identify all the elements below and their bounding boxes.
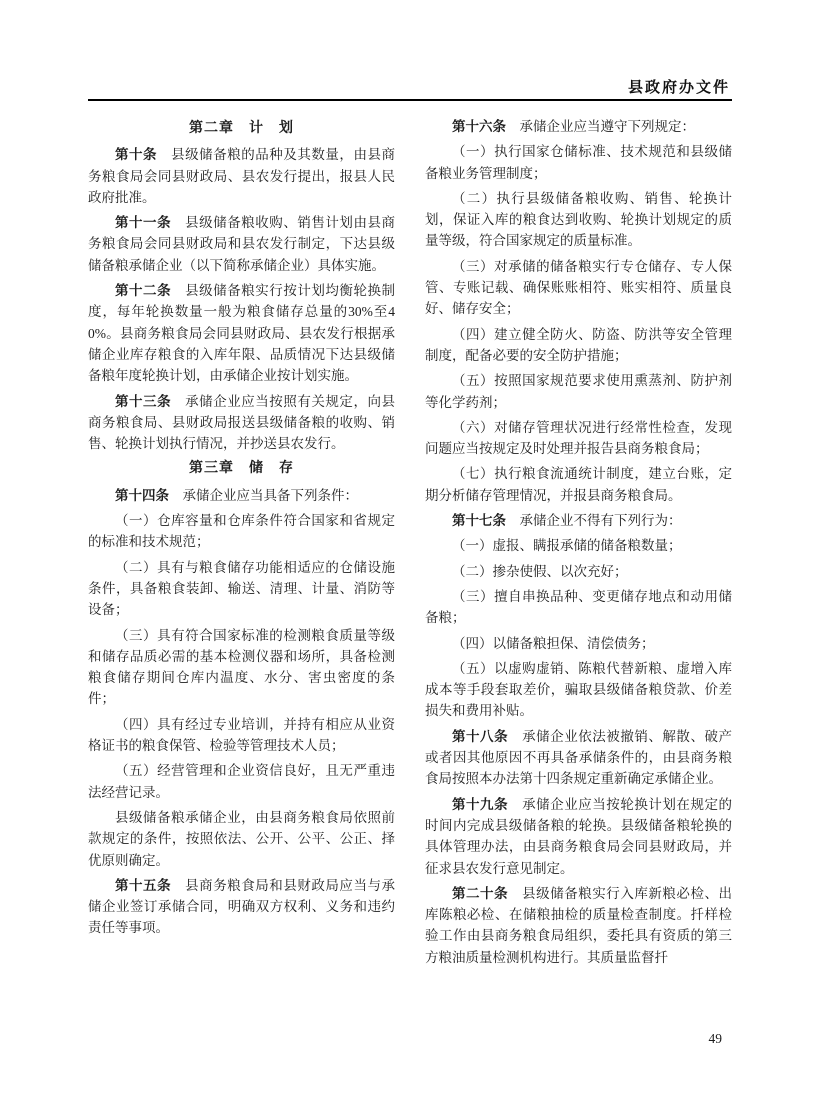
body-paragraph: （一）仓库容量和仓库条件符合国家和省规定的标准和技术规范； — [88, 513, 395, 550]
body-paragraph: 县级储备粮承储企业，由县商务粮食局依照前款规定的条件，按照依法、公开、公平、公正、择优原则确定。 — [88, 809, 395, 868]
body-paragraph: （三）具有符合国家标准的检测粮食质量等级和储存品质必需的基本检测仪器和场所，具备检测粮食储存期间仓库内温度、水分、害虫密度的条件； — [88, 627, 395, 707]
left-column — [88, 116, 395, 972]
body-paragraph: （三）擅自串换品种、变更储存地点和动用储备粮； — [425, 588, 732, 626]
chapter-heading: 第三章 储 存 — [189, 461, 294, 477]
body-paragraph: （四）建立健全防火、防盗、防洪等安全管理制度，配备必要的安全防护措施； — [425, 326, 732, 363]
body-paragraph: （三）对承储的储备粮实行专仓储存、专人保管、专账记载、确保账账相符、账实相符、质量良好、储存安全； — [425, 258, 732, 317]
article-number: 第十条 — [115, 147, 158, 163]
article-paragraph: 第十六条 承储企业应当遵守下列规定： — [452, 119, 695, 134]
body-paragraph: （四）具有经过专业培训，并持有相应从业资格证书的粮食保管、检验等管理技术人员； — [88, 716, 395, 754]
header-title: 县政府办文件 — [627, 80, 730, 96]
right-column — [425, 116, 732, 972]
article-number: 第二十条 — [452, 885, 509, 901]
body-paragraph: （六）对储存管理状况进行经常性检查，发现问题应当按规定及时处理并报告县商务粮食局； — [425, 419, 732, 457]
body-paragraph: （一）虚报、瞒报承储的储备粮数量； — [452, 538, 682, 554]
chapter-heading: 第二章 计 划 — [189, 121, 294, 136]
article-paragraph: 第十九条 承储企业应当按轮换计划在规定的时间内完成县级储备粮的轮换。县级储备粮轮换的具体管理办法，由县商务粮食局会同县财政局，并征求县农发行意见制定。 — [425, 796, 733, 876]
article-paragraph: 第十条 县级储备粮的品种及其数量，由县商务粮食局会同县财政局、县农发行提出，报县人民政府批准。 — [88, 147, 396, 205]
body-paragraph: （二）掺杂使假、以次充好； — [452, 563, 628, 579]
article-paragraph: 第十三条 承储企业应当按照有关规定，向县商务粮食局、县财政局报送县级储备粮的收购、销售、轮换计划执行情况，并抄送县农发行。 — [88, 393, 396, 452]
article-number: 第十七条 — [452, 513, 506, 529]
article-number: 第十一条 — [115, 215, 172, 231]
body-paragraph: （一）执行国家仓储标准、技术规范和县级储备粮业务管理制度； — [425, 144, 732, 181]
body-paragraph: （五）经营管理和企业资信良好，且无严重违法经营记录。 — [88, 763, 395, 800]
article-paragraph: 第十四条 承储企业应当具备下列条件： — [115, 487, 358, 503]
article-number: 第十五条 — [115, 877, 172, 893]
page-number: 49 — [708, 1031, 722, 1046]
article-paragraph: 第十五条 县商务粮食局和县财政局应当与承储企业签订承储合同，明确双方权利、义务和违约责任等事项。 — [88, 877, 396, 936]
body-paragraph: （七）执行粮食流通统计制度，建立台账，定期分析储存管理情况，并报县商务粮食局。 — [425, 466, 732, 503]
article-paragraph: 第十一条 县级储备粮收购、销售计划由县商务粮食局会同县财政局和县农发行制定，下达县级储备粮承储企业（以下简称承储企业）具体实施。 — [88, 215, 396, 273]
body-paragraph: （五）按照国家规范要求使用熏蒸剂、防护剂等化学药剂； — [425, 373, 732, 410]
article-number: 第十八条 — [452, 728, 509, 744]
article-paragraph: 第二十条 县级储备粮实行入库新粮必检、出库陈粮必检、在储粮抽检的质量检查制度。扦样检验工作由县商务粮食局组织，委托具有资质的第三方粮油质量检测机构进行。其质量监督扦 — [425, 885, 733, 965]
article-number: 第十六条 — [452, 119, 506, 134]
article-number: 第十三条 — [115, 393, 172, 409]
article-paragraph: 第十二条 县级储备粮实行按计划均衡轮换制度，每年轮换数量一般为粮食储存总量的30%至40%。县商务粮食局会同县财政局、县农发行根据承储企业库存粮食的入库年限、品质情况下达县级储备粮年度轮换计划，由承储企业按计划实施。 — [88, 283, 396, 384]
content-columns — [88, 116, 732, 972]
article-number: 第十九条 — [452, 796, 509, 812]
body-paragraph: （二）执行县级储备粮收购、销售、轮换计划，保证入库的粮食达到收购、轮换计划规定的质量等级，符合国家规定的质量标准。 — [425, 190, 732, 249]
article-paragraph: 第十八条 承储企业依法被撤销、解散、破产或者因其他原因不再具备承储条件的，由县商务粮食局按照本办法第十四条规定重新确定承储企业。 — [425, 728, 733, 787]
body-paragraph: （五）以虚购虚销、陈粮代替新粮、虚增入库成本等手段套取差价，骗取县级储备粮贷款、价差损失和费用补贴。 — [425, 660, 732, 719]
article-paragraph: 第十七条 承储企业不得有下列行为： — [452, 513, 682, 529]
article-number: 第十四条 — [115, 487, 169, 503]
body-paragraph: （二）具有与粮食储存功能相适应的仓储设施条件，具备粮食装卸、输送、清理、计量、消防等设备； — [88, 559, 395, 618]
body-paragraph: （四）以储备粮担保、清偿债务； — [452, 635, 655, 651]
article-number: 第十二条 — [115, 283, 172, 299]
header-rule — [88, 99, 732, 101]
